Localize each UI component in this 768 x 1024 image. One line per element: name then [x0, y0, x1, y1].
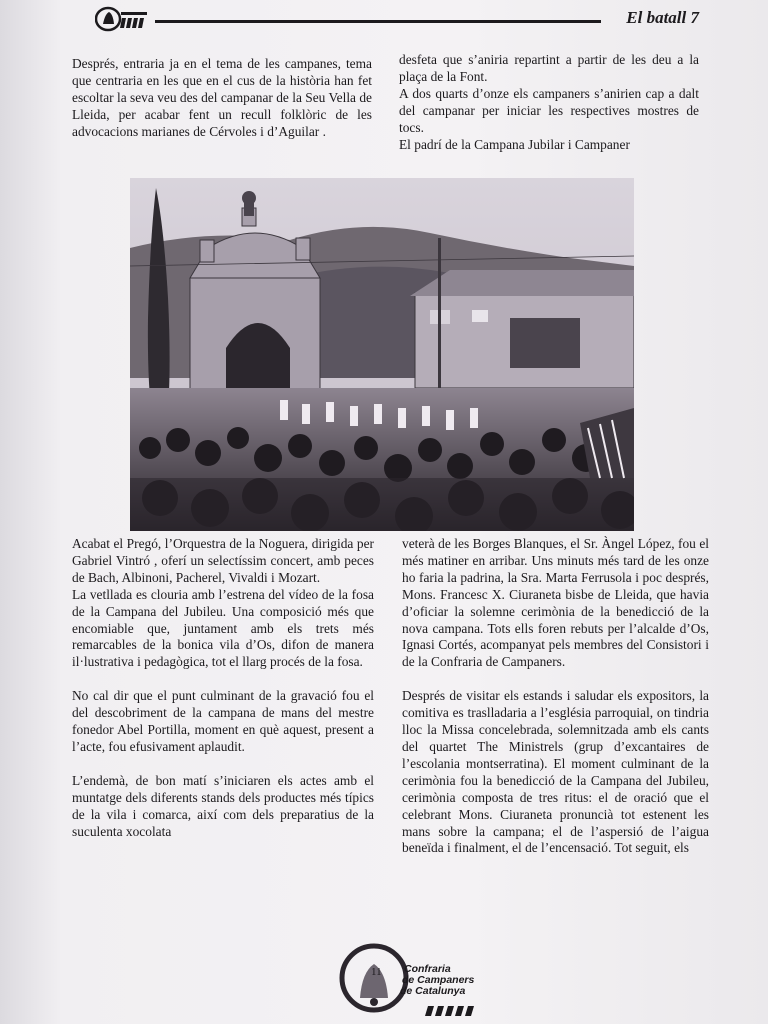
- bell-logo-icon: [95, 6, 149, 32]
- crowd-square-photo: [130, 178, 634, 531]
- organization-name: [400, 964, 488, 997]
- column-bottom-left: [72, 536, 374, 841]
- column-top-right: [399, 52, 699, 153]
- paragraph: A dos quarts d’onze els campaners s’anirien cap a dalt del campanar per iniciar les respectives mostres de tocs.: [399, 85, 699, 135]
- page-header: [95, 4, 705, 34]
- paragraph: La vetllada es clouria amb l’estrena del vídeo de la fosa de la Campana del Jubileu. Una composició més que encomiable que, juntament amb els trets més remarcables de la bonica vila d’Os, difon de manera il·lustrativa i pedagògica, tot el llarg procés de la fosa.: [72, 586, 374, 670]
- paragraph: L’endemà, de bon matí s’iniciaren els actes amb el muntatge dels diferents stands dels productes més típics de la vila i comarca, així com dels preparatius de la suculenta xocolata: [72, 772, 374, 839]
- paragraph: No cal dir que el punt culminant de la gravació fou el del descobriment de la campana de mans del mestre fonedor Abel Portilla, moment en què aquest, present a l’acte, fou efusivament aplaudit.: [72, 688, 374, 754]
- org-line-3: de Catalunya: [400, 985, 466, 997]
- magazine-title: El batall 7: [626, 8, 699, 27]
- header-rule: [155, 20, 601, 23]
- page-footer: [338, 942, 488, 1020]
- paragraph: El padrí de la Campana Jubilar i Campaner: [399, 136, 630, 152]
- paragraph: Després, entraria ja en el tema de les campanes, tema que centraria en les que en el cus de la història han fet escoltar la seva veu des del campanar de la Seu Vella de Lleida, per acabar fent un recull folklòric de les advocacions marianes de Cérvoles i d’Aguilar .: [72, 56, 372, 139]
- event-photo: [130, 178, 634, 531]
- column-bottom-right: [402, 536, 709, 857]
- paragraph: desfeta que s’aniria repartint a partir de les deu a la plaça de la Font.: [399, 52, 699, 84]
- org-line-1: Confraria: [404, 963, 451, 975]
- paragraph: Acabat el Pregó, l’Orquestra de la Noguera, dirigida per Gabriel Vintró , oferí un selectíssim concert, amb peces de Bach, Albinoni, Pacherel, Vivaldi i Mozart.: [72, 536, 374, 585]
- org-line-2: de Campaners: [402, 974, 475, 986]
- page-number: 11: [371, 966, 382, 978]
- column-top-left: [72, 56, 372, 141]
- paragraph: veterà de les Borges Blanques, el Sr. Àngel López, fou el més matiner en arribar. Uns minuts més tard de les onze ho faria la padrina, la Sra. Marta Ferrusola i poc després, Mons. Francesc X. Ciuraneta bisbe de Lleida, que havia d’oficiar la solemne cerimònia de la benedicció de la nova campana. Tots ells foren rebuts per l’alcalde d’Os, Ignasi Cortés, acompanyat pels membres del Consistori i de la Confraria de Campaners.: [402, 536, 709, 670]
- paragraph: Després de visitar els estands i saludar els expositors, la comitiva es traslladaria a l’església parroquial, on tindria lloc la Missa concelebrada, solemnitzada amb els cants del quartet The Ministrels (grup d’excantaires de l’escolania montserratina). El moment culminant de la cerimònia fou la benedicció de la Campana del Jubileu, cerimònia composta de tres ritus: el de oració que el celebrant Mons. Ciuraneta pronuncià tot estenent les mans sobre la campana; el de l’aspersió de l’aigua beneïda i finalment, el de l’encensació. Tot seguit, els: [402, 688, 709, 856]
